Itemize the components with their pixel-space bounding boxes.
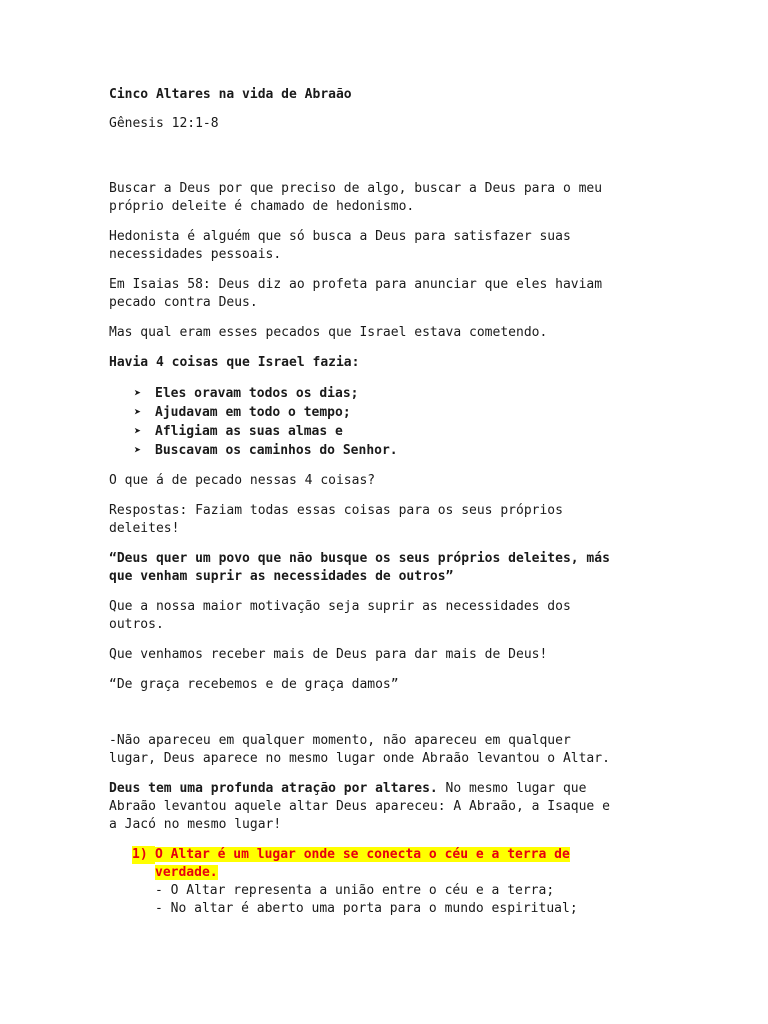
arrowhead-bullet-icon: ➤ [134,405,142,419]
paragraph-line: Abraão levantou aquele altar Deus apareceu: A Abraão, a Isaque e [109,799,610,814]
document-title: Cinco Altares na vida de Abraão [109,87,352,102]
paragraph-sins: Mas qual eram esses pecados que Israel estava cometendo. [109,325,548,340]
paragraph-line: próprio deleite é chamado de hedonismo. [109,199,415,214]
list-item [134,384,669,403]
paragraph-line: que venham suprir as necessidades de outros” [109,569,454,584]
list-item-text: Eles oravam todos os dias; [155,386,359,401]
paragraph-line: necessidades pessoais. [109,247,282,262]
list-item [134,422,669,441]
paragraph-line: outros. [109,617,164,632]
list-item-text: Buscavam os caminhos do Senhor. [155,443,398,458]
number-label: 1) [132,846,155,864]
question-paragraph: O que á de pecado nessas 4 coisas? [109,473,376,488]
motivation-paragraph [109,598,669,634]
paragraph-line: Que a nossa maior motivação seja suprir as necessidades dos [109,599,571,614]
numbered-point-1 [109,846,669,918]
list-item-text: Ajudavam em todo o tempo; [155,405,351,420]
altar-attraction-paragraph [109,780,669,834]
paragraph-line: Hedonista é alguém que só busca a Deus para satisfazer suas [109,229,571,244]
bold-statement: Deus tem uma profunda atração por altares. [109,781,438,796]
paragraph-hedonism [109,180,669,216]
israel-practices-list [109,384,669,460]
answer-paragraph [109,502,669,538]
receive-paragraph: Que venhamos receber mais de Deus para dar mais de Deus! [109,647,548,662]
highlighted-text: verdade. [155,865,218,880]
numbered-line [132,846,669,864]
quote-paragraph [109,550,669,586]
list-heading: Havia 4 coisas que Israel fazia: [109,355,360,370]
arrowhead-bullet-icon: ➤ [134,443,142,457]
paragraph-hedonist [109,228,669,264]
statement-continuation: No mesmo lugar que [437,781,587,796]
appearance-paragraph [109,732,669,768]
numbered-line-continuation [132,864,669,882]
paragraph-line: “Deus quer um povo que não busque os seus próprios deleites, más [109,551,610,566]
sub-item: - No altar é aberto uma porta para o mundo espiritual; [155,901,578,916]
highlighted-text: O Altar é um lugar onde se conecta o céu e a terra de [155,847,570,862]
paragraph-line: -Não apareceu em qualquer momento, não apareceu em qualquer [109,733,571,748]
paragraph-line: Em Isaias 58: Deus diz ao profeta para anunciar que eles haviam [109,277,603,292]
scripture-reference: Gênesis 12:1-8 [109,116,219,131]
list-item-text: Afligiam as suas almas e [155,424,343,439]
paragraph-line: a Jacó no mesmo lugar! [109,817,282,832]
grace-quote: “De graça recebemos e de graça damos” [109,677,399,692]
arrowhead-bullet-icon: ➤ [134,386,142,400]
paragraph-line: lugar, Deus aparece no mesmo lugar onde Abraão levantou o Altar. [109,751,610,766]
document-body [109,86,669,918]
paragraph-line: Buscar a Deus por que preciso de algo, buscar a Deus para o meu [109,181,603,196]
sub-item: - O Altar representa a união entre o céu e a terra; [155,883,555,898]
list-item [134,441,669,460]
paragraph-line: pecado contra Deus. [109,295,258,310]
arrowhead-bullet-icon: ➤ [134,424,142,438]
list-item [134,403,669,422]
paragraph-line [109,780,669,798]
paragraph-line: Respostas: Faziam todas essas coisas para os seus próprios [109,503,563,518]
paragraph-isaias [109,276,669,312]
paragraph-line: deleites! [109,521,180,536]
